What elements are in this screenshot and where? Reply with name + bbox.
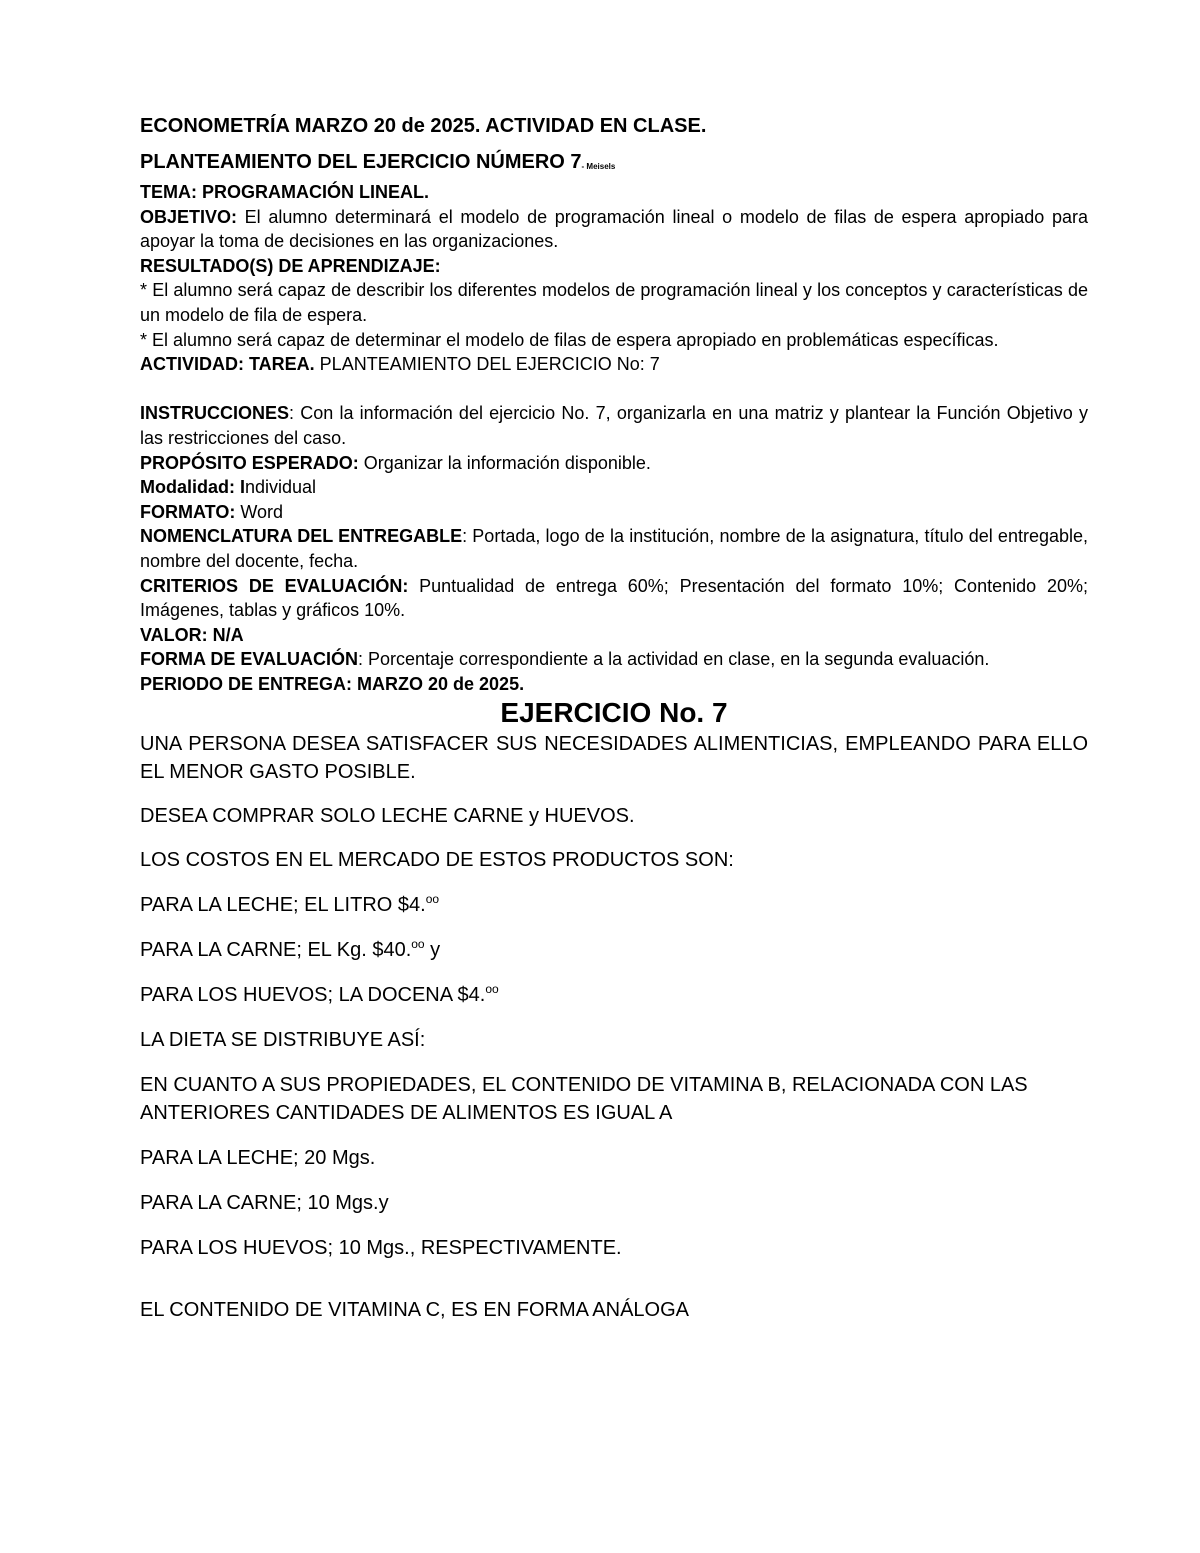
delivery-period-text: PERIODO DE ENTREGA: MARZO 20 de 2025. [140,673,525,694]
activity-label: ACTIVIDAD: TAREA. [140,354,315,375]
learning-results-heading [140,254,1088,279]
activity-line [140,352,1088,377]
exercise-intro: UNA PERSONA DESEA SATISFACER SUS NECESIDADES ALIMENTICIAS, EMPLEANDO PARA ELLO EL MENOR GASTO POSIBLE. [140,733,1088,784]
instructions-label: INSTRUCCIONES [140,403,290,424]
purpose-label: PROPÓSITO ESPERADO: [140,452,359,473]
delivery-period-line [140,672,1088,697]
cost-milk [140,891,1088,919]
instructions-text: : Con la información del ejercicio No. 7, organizarla en una matriz y plantear la Función Objetivo y las restricciones del caso. [140,403,1088,448]
purpose-text: Organizar la información disponible. [363,452,651,473]
format-label: FORMATO: [140,501,236,522]
vitamin-c-paragraph: EL CONTENIDO DE VITAMINA C, ES EN FORMA ANÁLOGA [140,1299,689,1322]
modality-label: Modalidad: I [140,477,245,498]
criteria-paragraph [140,574,1088,623]
cost-meat-cents: oo [411,937,425,952]
cost-eggs-cents: oo [485,982,499,997]
spacer [140,377,1088,402]
format-line [140,500,1088,525]
exercise-costs-intro: LOS COSTOS EN EL MERCADO DE ESTOS PRODUCTOS SON: [140,849,734,872]
purpose-line [140,451,1088,476]
diet-intro: LA DIETA SE DISTRIBUYE ASÍ: [140,1029,426,1052]
learning-result-2: * El alumno será capaz de determinar el modelo de filas de espera apropiado en problemáticas específicas. [140,329,999,350]
cost-eggs [140,981,1088,1009]
vitamin-b-meat: PARA LA CARNE; 10 Mgs.y [140,1192,389,1215]
modality-text: ndividual [245,477,317,498]
heading-mark: - Meisels [581,162,616,171]
cost-meat-text: PARA LA CARNE; EL Kg. $40. [140,939,412,962]
instructions-paragraph [140,401,1088,450]
evaluation-paragraph [140,647,1088,672]
value-text: VALOR: N/A [140,624,244,645]
criteria-label: CRITERIOS DE EVALUACIÓN: [140,575,409,596]
objective-label: OBJETIVO: [140,206,238,227]
exercise-purchase: DESEA COMPRAR SOLO LECHE CARNE y HUEVOS. [140,805,635,828]
evaluation-label: FORMA DE EVALUACIÓN [140,649,358,670]
exercise-title: EJERCICIO No. 7 [500,697,728,729]
cost-meat [140,936,1088,964]
objective-text: El alumno determinará el modelo de programación lineal o modelo de filas de espera apropiado para apoyar la toma de decisiones en las organizaciones. [140,206,1088,252]
cost-milk-text: PARA LA LECHE; EL LITRO $4. [140,894,426,917]
format-text: Word [240,501,284,522]
deliverable-paragraph [140,524,1088,573]
vitamin-b-paragraph: EN CUANTO A SUS PROPIEDADES, EL CONTENIDO DE VITAMINA B, RELACIONADA CON LAS ANTERIORES CANTIDADES DE ALIMENTOS ES IGUAL A [140,1074,1028,1125]
objective-paragraph [140,205,1088,254]
topic-line [140,180,1088,205]
learning-result-1: * El alumno será capaz de describir los diferentes modelos de programación lineal y los conceptos y características de un modelo de fila de espera. [140,280,1088,325]
evaluation-text: : Porcentaje correspondiente a la actividad en clase, en la segunda evaluación. [358,649,990,670]
vitamin-b-milk: PARA LA LECHE; 20 Mgs. [140,1147,376,1170]
cost-eggs-text: PARA LOS HUEVOS; LA DOCENA $4. [140,984,486,1007]
vitamin-b-eggs: PARA LOS HUEVOS; 10 Mgs., RESPECTIVAMENTE. [140,1237,622,1260]
value-line [140,623,1088,648]
cost-milk-cents: oo [425,892,440,907]
criteria-text: Puntualidad de entrega 60%; Presentación del formato 10%; Contenido 20%; Imágenes, tablas y gráficos 10%. [140,575,1088,621]
activity-text: PLANTEAMIENTO DEL EJERCICIO No: 7 [319,354,660,375]
document-body [140,113,1088,1324]
deliverable-label: NOMENCLATURA DEL ENTREGABLE [140,526,463,547]
cost-meat-suffix: y [424,939,441,962]
deliverable-text: : Portada, logo de la institución, nombre de la asignatura, título del entregable, nombre del docente, fecha. [140,526,1088,571]
modality-line [140,475,1088,500]
exercise-heading [140,149,1088,180]
exercise-heading-text: PLANTEAMIENTO DEL EJERCICIO NÚMERO 7 [140,151,582,173]
learning-results-label: RESULTADO(S) DE APRENDIZAJE: [140,255,441,276]
topic-text: TEMA: PROGRAMACIÓN LINEAL. [140,182,429,202]
document-title: ECONOMETRÍA MARZO 20 de 2025. ACTIVIDAD EN CLASE. [140,115,707,137]
